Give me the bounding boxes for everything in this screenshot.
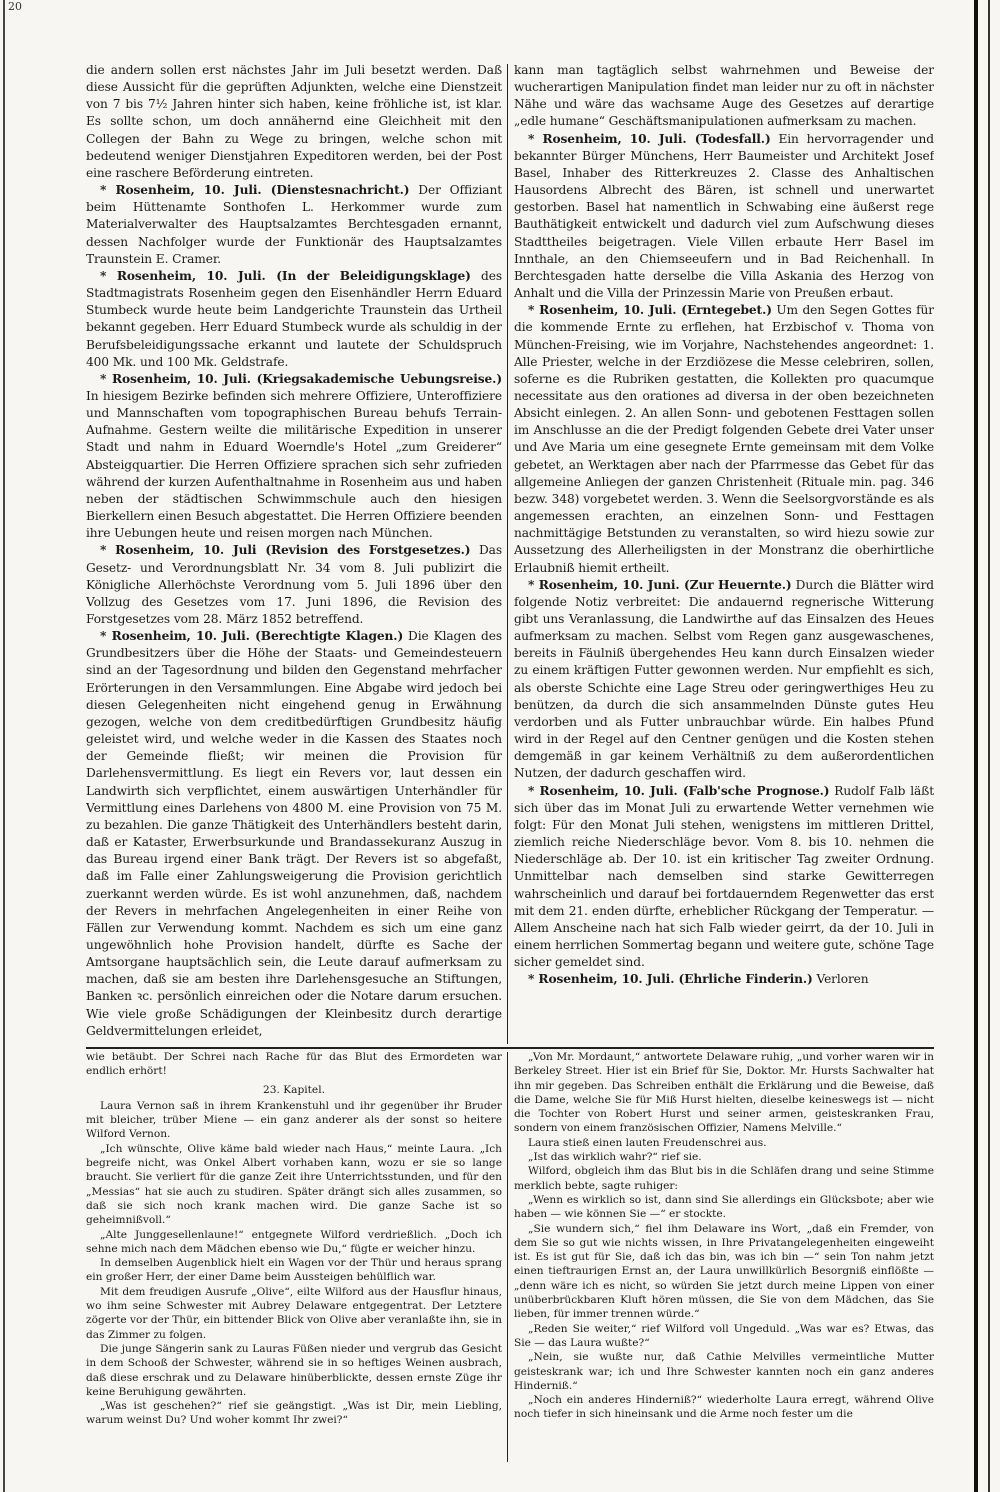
article-text: Laura Vernon saß in ihrem Krankenstuhl und ihr gegenüber ihr Bruder mit bleicher, trüber Miene — ein ganz anderer als der sonst so heitere Wilford Vernon. xyxy=(86,1099,502,1141)
article-dateline: * Rosenheim, 10. Juli. (Erntegebet.) xyxy=(528,303,772,318)
article-dateline: * Rosenheim, 10. Juli (Revision des Forstgesetzes.) xyxy=(100,543,471,558)
article-paragraph xyxy=(514,783,934,972)
article-text: „Ist das wirklich wahr?“ rief sie. xyxy=(528,1151,702,1164)
article-paragraph xyxy=(86,268,502,371)
article-paragraph xyxy=(86,1050,502,1079)
article-paragraph xyxy=(86,62,502,182)
article-paragraph xyxy=(514,1393,934,1422)
feuilleton-column-left xyxy=(86,1050,502,1490)
article-paragraph xyxy=(514,1150,934,1164)
article-text: wie betäubt. Der Schrei nach Rache für das Blut des Ermordeten war endlich erhört! xyxy=(86,1051,502,1078)
article-text: Rudolf Falb läßt sich über das im Monat Juli zu erwartende Wetter vernehmen wie folgt: Für den Monat Juli stehen, wenigstens im mittleren Drittel, ziemlich reiche Niederschläge bevor. Vom 8. bis 10. nehmen die Niederschläge ab. Der 10. ist ein kritischer Tag zweiter Ordnung. Unmittelbar nach demselben sind starke Gewitterregen wahrscheinlich und darauf bei fortdauerndem Regenwetter das erst mit dem 21. enden dürfte, erheblicher Rückgang der Temperatur. — Allem Anscheine nach hat sich Falb wieder geirrt, da der 10. Juli in einem herrlichen Sommertag begann und weitere gute, schöne Tage sicher gemeldet sind. xyxy=(514,783,934,970)
column-divider-top xyxy=(507,64,508,1044)
article-text: Verloren xyxy=(812,972,869,987)
article-paragraph xyxy=(86,1285,502,1342)
left-edge-rule xyxy=(3,0,5,1492)
article-paragraph xyxy=(86,1142,502,1228)
right-edge-rule-thick xyxy=(974,0,978,1492)
article-text: Die Klagen des Grundbesitzers über die Höhe der Staats- und Gemeindesteuern sind an der Tagesordnung und bilden den Gegenstand mehrfacher Erörterungen in den Versammlungen. Eine Abgabe wird jedoch bei diesen Gelegenheiten nicht eingehend genug in Erwähnung gezogen, welche von dem creditbedürftigen Grundbesitz häufig geleistet wird, und welche weder in die Kassen des Staates noch der Gemeinde fließt; wir meinen die Provision für Darlehensvermittlung. Es liegt ein Revers vor, laut dessen ein Landwirth sich verpflichtet, einem auswärtigen Unterhändler für Vermittlung eines Darlehens von 4800 M. eine Provision von 75 M. zu bezahlen. Die ganze Thätigkeit des Unterhändlers besteht darin, daß er Kataster, Erwerbsurkunde und Brandassekuranz Auszug in das Bureau irgend einer Bank trägt. Der Revers ist so abgefaßt, daß im Falle einer Zahlungsweigerung die Provision gerichtlich zuerkannt werden würde. Es ist wohl anzunehmen, daß, nachdem der Revers in mehrfachen Angelegenheiten in einer Reihe von Fällen zur Verwendung kommt. Nachdem es sich um eine ganz ungewöhnlich hohe Provision handelt, dürfte es Sache der Amtsorgane hauptsächlich sein, die Leute darauf aufmerksam zu machen, daß sie am besten ihre Darlehensgesuche an Stiftungen, Banken ꝛc. persönlich einreichen oder die Notare darum ersuchen. Wie viele große Schädigungen der Kleinbesitz durch derartige Geldvermittelungen erleidet, xyxy=(86,629,502,1038)
article-paragraph xyxy=(86,1228,502,1257)
article-paragraph xyxy=(86,1099,502,1142)
article-text: „Wenn es wirklich so ist, dann sind Sie allerdings ein Glücksbote; aber wie haben — wie können Sie —“ er stockte. xyxy=(514,1193,934,1221)
article-paragraph xyxy=(514,1164,934,1193)
article-text: Die junge Sängerin sank zu Lauras Füßen nieder und vergrub das Gesicht in dem Schooß der Schwester, während sie in so heftiges Weinen ausbrach, daß diese erschrak und zu Delaware hinüberblickte, dessen ernste Züge ihr keine Beruhigung gewährten. xyxy=(86,1342,502,1398)
page-edge-number: 20 xyxy=(8,0,22,13)
article-paragraph xyxy=(86,182,502,268)
article-text: „Noch ein anderes Hinderniß?“ wiederholte Laura erregt, während Olive noch tiefer in sich hineinsank und die Arme noch fester um die xyxy=(514,1394,934,1421)
article-text: Wilford, obgleich ihm das Blut bis in die Schläfen drang und seine Stimme merklich bebte, sagte ruhiger: xyxy=(514,1165,934,1192)
feuilleton-separator-rule xyxy=(86,1047,934,1049)
article-paragraph xyxy=(86,1342,502,1399)
article-paragraph xyxy=(514,1322,934,1351)
article-paragraph xyxy=(514,1050,934,1136)
right-edge-rule-thin xyxy=(988,0,990,1492)
article-text: „Reden Sie weiter,“ rief Wilford voll Ungeduld. „Was war es? Etwas, das Sie — das Laura wußte?“ xyxy=(514,1322,934,1349)
article-text: Das Gesetz- und Verordnungsblatt Nr. 34 vom 8. Juli publizirt die Königliche Allerhöchste Verordnung vom 5. Juli 1896 über den Vollzug des Gesetzes vom 17. Juni 1896, die Revision des Forstgesetzes vom 28. März 1852 betreffend. xyxy=(86,543,502,626)
article-text: des Stadtmagistrats Rosenheim gegen den Eisenhändler Herrn Eduard Stumbeck wurde heute beim Landgerichte Traunstein das Urtheil bekannt gegeben. Herr Eduard Stumbeck wurde als schuldig in der Berufsbeleidigungssache erkannt und lautete der Schuldspruch 400 Mk. und 100 Mk. Geldstrafe. xyxy=(86,268,502,369)
article-dateline: * Rosenheim, 10. Juni. (Zur Heuernte.) xyxy=(528,577,792,592)
news-column-left xyxy=(86,62,502,1047)
article-paragraph xyxy=(514,1350,934,1393)
article-text: „Ich wünschte, Olive käme bald wieder nach Haus,“ meinte Laura. „Ich begreife nicht, was Onkel Albert vorhaben kann, wozu er sie so lange braucht. Sie verliert für die ganze Zeit ihre Unterrichtsstunden, und für den „Messias“ hat sie auch zu studiren. Später drängt sich alles zusammen, so daß sie sich noch krank machen wird. Die ganze Sache ist so geheimnißvoll.“ xyxy=(86,1142,502,1227)
article-text: Um den Segen Gottes für die kommende Ernte zu erflehen, hat Erzbischof v. Thoma von München-Freising, wie im Vorjahre, Nachstehendes angeordnet: 1. Alle Priester, welche in der Erzdiözese die Messe celebriren, sollen, soferne es die Rubriken gestatten, die Kollekten pro quacumque necessitate aus den orationes ad diversa in der oben bezeichneten Absicht einlegen. 2. An allen Sonn- und gebotenen Festtagen sollen im Anschlusse an die der Predigt folgenden Gebete drei Vater unser und Ave Maria um eine gesegnete Ernte gemeinsam mit dem Volke gebetet, an Werktagen aber nach der Pfarrmesse das Gebet für das allgemeine Anliegen der ganzen Christenheit (Rituale min. pag. 346 bezw. 348) vorgebetet werden. 3. Wenn die Seelsorgvorstände es als angemessen erachten, an einzelnen Sonn- und Festtagen nachmittägige Betstunden zu veranstalten, so wird hiezu sowie zur Aussetzung des Allerheiligsten in der Monstranz die oberhirtliche Erlaubniß hiemit ertheilt. xyxy=(514,303,934,575)
article-text: Mit dem freudigen Ausrufe „Olive“, eilte Wilford aus der Hausflur hinaus, wo ihm seine Schwester mit Aubrey Delaware entgegentrat. Der Letztere zögerte vor der Thür, ein bittender Blick von Olive aber veranlaßte ihn, sie in das Zimmer zu folgen. xyxy=(86,1285,502,1341)
article-paragraph xyxy=(514,131,934,303)
article-text: In hiesigem Bezirke befinden sich mehrere Offiziere, Unteroffiziere und Mannschaften vom topographischen Bureau behufs Terrain-Aufnahme. Gestern weilte die militärische Expedition in unserer Stadt und nahm in Eduard Woerndle's Hotel „zum Greiderer“ Absteigquartier. Die Herren Offiziere sprachen sich sehr zufrieden während der kurzen Aufenthaltnahme in Rosenheim aus und haben neben der städtischen Schwimmschule auch den hiesigen Bierkellern einen Besuch abgestattet. Die Herren Offiziere beenden ihre Uebungen heute und reisen morgen nach München. xyxy=(86,388,502,541)
article-text: „Alte Junggesellenlaune!“ entgegnete Wilford verdrießlich. „Doch ich sehne mich nach dem Mädchen ebenso wie Du,“ fügte er weicher hinzu. xyxy=(86,1228,502,1255)
article-text: die andern sollen erst nächstes Jahr im Juli besetzt werden. Daß diese Aussicht für die geprüften Adjunkten, welche eine Dienstzeit von 7 bis 7½ Jahren hinter sich haben, keine fröhliche ist, ist klar. Es sollte schon, um doch annähernd eine Gleichheit mit den Collegen der Bahn zu Wege zu bringen, welche schon mit bedeutend weniger Dienstjahren Expeditoren werden, bei der Post eine raschere Beförderung eintreten. xyxy=(86,63,502,180)
article-text: Der Offiziant beim Hüttenamte Sonthofen L. Herkommer wurde zum Materialverwalter des Hauptsalzamtes Berchtesgaden ernannt, dessen Nachfolger wurde der Funktionär des Hauptsalzamtes Traunstein E. Cramer. xyxy=(86,183,502,266)
news-column-right xyxy=(514,62,934,1047)
article-text: „Von Mr. Mordaunt,“ antwortete Delaware ruhig, „und vorher waren wir in Berkeley Street. Hier ist ein Brief für Sie, Doktor. Mr. Hursts Sachwalter hat ihn mir gegeben. Das Schreiben enthält die Erklärung und die Beweise, daß die Dame, welche Sie für Miß Hurst hielten, dieselbe keineswegs ist — nicht die Tochter von Robert Hurst und seiner armen, geisteskranken Frau, sondern von einem französischen Offizier, Namens Melville.“ xyxy=(514,1051,934,1135)
article-dateline: * Rosenheim, 10. Juli. (In der Beleidigungsklage) xyxy=(100,268,471,283)
article-paragraph xyxy=(514,1136,934,1150)
article-dateline: * Rosenheim, 10. Juli. (Berechtigte Klagen.) xyxy=(100,629,404,644)
article-paragraph xyxy=(86,1256,502,1285)
article-paragraph xyxy=(86,371,502,543)
article-paragraph xyxy=(514,971,934,988)
article-paragraph xyxy=(514,1193,934,1222)
article-text: kann man tagtäglich selbst wahrnehmen und Beweise der wucherartigen Manipulation findet man leider nur zu oft in nächster Nähe und wäre das wachsame Auge des Gesetzes auf derartige „edle humane“ Geschäftsmanipulationen aufmerksam zu machen. xyxy=(514,63,934,129)
feuilleton-column-right xyxy=(514,1050,934,1490)
article-paragraph xyxy=(514,1222,934,1322)
article-dateline: * Rosenheim, 10. Juli. (Kriegsakademische Uebungsreise.) xyxy=(100,371,502,386)
article-text: 23. Kapitel. xyxy=(263,1083,325,1096)
article-text: In demselben Augenblick hielt ein Wagen vor der Thür und heraus sprang ein großer Herr, der einer Dame beim Aussteigen behülflich war. xyxy=(86,1257,502,1284)
article-dateline: * Rosenheim, 10. Juli. (Dienstesnachricht.) xyxy=(100,183,410,198)
article-text: Durch die Blätter wird folgende Notiz verbreitet: Die andauernd regnerische Witterung gibt uns Veranlassung, die Landwirthe auf das Einsalzen des Heues aufmerksam zu machen. Selbst vom Regen ganz ausgewaschenes, bereits in Fäulniß übergehendes Heu kann durch Einsalzen wieder zu einem kräftigen Futter gewonnen werden. Nur empfiehlt es sich, als oberste Schichte eine Lage Streu oder geringwerthiges Heu zu benützen, da durch die sich ansammelnden Dünste gutes Heu verdorben und als Futter unbrauchbar würde. Ein halbes Pfund wird in der Regel auf den Centner genügen und die Kosten stehen demgemäß in gar keinem Verhältniß zu dem außerordentlichen Nutzen, der dadurch geschaffen wird. xyxy=(514,577,934,781)
article-text: „Sie wundern sich,“ fiel ihm Delaware ins Wort, „daß ein Fremder, von dem Sie so gut wie nichts wissen, in Ihre Privatangelegenheiten eingeweiht ist. Es ist gut für Sie, daß ich das bin, was ich bin —“ sein Ton nahm jetzt einen tieftraurigen Ernst an, der Laura unwillkürlich Besorgniß einflößte — „denn wäre ich es nicht, so würden Sie jetzt durch meine Lippen von einer unüberbrückbaren Kluft hören müssen, die Sie von dem Mädchen, das Sie lieben, für immer trennen würde.“ xyxy=(514,1222,934,1321)
article-paragraph xyxy=(514,302,934,577)
column-divider-bottom xyxy=(507,1052,508,1462)
article-paragraph xyxy=(86,542,502,628)
article-paragraph xyxy=(86,628,502,1040)
article-text: „Nein, sie wußte nur, daß Cathie Melvilles vermeintliche Mutter geisteskrank war; ich und Ihre Schwester kannten noch ein ganz anderes Hinderniß.“ xyxy=(514,1351,934,1392)
article-paragraph xyxy=(514,62,934,131)
article-text: Ein hervorragender und bekannter Bürger Münchens, Herr Baumeister und Architekt Josef Basel, Inhaber des Ritterkreuzes 2. Classe des Anhaltischen Hausordens Albrecht des Bären, ist schnell und unerwartet gestorben. Basel hat namentlich in Schwabing eine äußerst rege Bauthätigkeit entwickelt und dadurch viel zum Aufschwung dieses Stadttheiles beigetragen. Viele Villen erbaute Herr Basel im Innthale, an den Chiemseeufern und in Bad Reichenhall. In Berchtesgaden hatte derselbe die Villa Askania des Herzog von Anhalt und die Villa der Prinzessin Marie von Preußen erbaut. xyxy=(514,131,934,301)
article-paragraph xyxy=(514,577,934,783)
article-dateline: * Rosenheim, 10. Juli. (Falb'sche Prognose.) xyxy=(528,783,830,798)
article-paragraph xyxy=(86,1399,502,1428)
article-text: Laura stieß einen lauten Freudenschrei aus. xyxy=(528,1136,767,1149)
chapter-heading xyxy=(86,1083,502,1097)
article-text: „Was ist geschehen?“ rief sie geängstigt. „Was ist Dir, mein Liebling, warum weinst Du? Und woher kommt Ihr zwei?“ xyxy=(86,1400,502,1427)
article-dateline: * Rosenheim, 10. Juli. (Ehrliche Finderin.) xyxy=(528,972,813,987)
article-dateline: * Rosenheim, 10. Juli. (Todesfall.) xyxy=(528,131,771,146)
